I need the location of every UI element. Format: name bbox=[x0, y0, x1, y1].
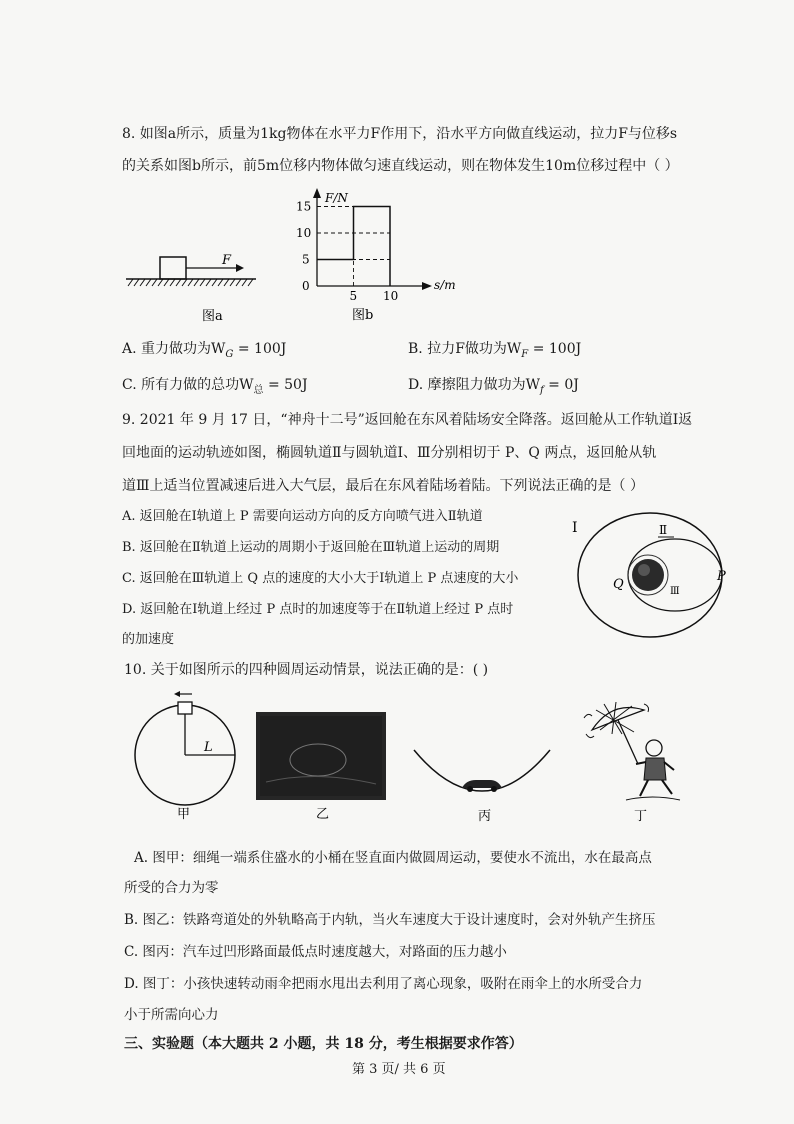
fig-b-caption: 图b bbox=[352, 308, 374, 323]
q10-figure-ding bbox=[582, 700, 692, 822]
label-jia: 甲 bbox=[177, 807, 191, 822]
x-tick-label: 10 bbox=[383, 289, 399, 303]
block bbox=[160, 257, 186, 279]
y-tick-label: 15 bbox=[296, 199, 312, 214]
q9-option-b: B. 返回舱在Ⅱ轨道上运动的周期小于返回舱在Ⅲ轨道上运动的周期 bbox=[122, 540, 500, 555]
q10-option-d-line2: 小于所需向心力 bbox=[124, 1007, 219, 1023]
label-I: Ⅰ bbox=[572, 520, 578, 536]
label-Q: Q bbox=[613, 577, 624, 592]
q10-figure-bing bbox=[410, 748, 560, 823]
q8-figure-b-chart bbox=[292, 186, 462, 326]
x-axis-label: s/m bbox=[434, 278, 456, 292]
y-tick-label: 10 bbox=[296, 226, 312, 240]
earth bbox=[632, 559, 664, 591]
fig-a-caption: 图a bbox=[202, 309, 223, 324]
page-footer: 第 3 页/ 共 6 页 bbox=[352, 1062, 446, 1077]
child-body bbox=[644, 758, 666, 780]
bucket-icon bbox=[178, 702, 192, 714]
q9-option-d-line1: D. 返回舱在Ⅰ轨道上经过 P 点时的加速度等于在Ⅱ轨道上经过 P 点时 bbox=[122, 602, 514, 617]
q8-stem-line2: 的关系如图b所示，前5m位移内物体做匀速直线运动，则在物体发生10m位移过程中（ ） bbox=[122, 158, 679, 174]
length-label: L bbox=[204, 740, 213, 755]
q10-option-c: C. 图丙：汽车过凹形路面最低点时速度越大，对路面的压力越小 bbox=[124, 944, 507, 960]
label-ding: 丁 bbox=[634, 809, 648, 824]
x-tick-label: 5 bbox=[349, 289, 358, 303]
q9-orbit-figure bbox=[566, 512, 736, 642]
label-yi: 乙 bbox=[316, 807, 330, 822]
y-tick-label: 0 bbox=[302, 279, 310, 293]
q8-option-d: D. 摩擦阻力做功为$W_f = 0J$ bbox=[408, 377, 579, 396]
q8-option-c: C. 所有力做的总功$W_总 = 50J$ bbox=[122, 377, 308, 396]
q10-stem: 10. 关于如图所示的四种圆周运动情景，说法正确的是：( ) bbox=[124, 662, 489, 678]
force-label: F bbox=[222, 253, 232, 268]
q10-option-b: B. 图乙：铁路弯道处的外轨略高于内轨，当火车速度大于设计速度时，会对外轨产生挤压 bbox=[124, 912, 656, 928]
q9-stem-line1: 9. 2021 年 9 月 17 日，“神舟十二号”返回舱在东风着陆场安全降落。返回舱从工作轨道Ⅰ返 bbox=[122, 412, 693, 428]
q8-figure-a bbox=[124, 240, 264, 330]
q9-option-c: C. 返回舱在Ⅲ轨道上 Q 点的速度的大小大于Ⅰ轨道上 P 点速度的大小 bbox=[122, 571, 519, 586]
label-II: Ⅱ bbox=[659, 523, 668, 537]
child-head bbox=[646, 740, 662, 756]
q10-option-a-line2: 所受的合力为零 bbox=[124, 880, 219, 896]
q10-option-d-line1: D. 图丁：小孩快速转动雨伞把雨水甩出去利用了离心现象，吸附在雨伞上的水所受合力 bbox=[124, 976, 643, 992]
q10-figure-yi bbox=[256, 712, 386, 822]
y-tick-label: 5 bbox=[302, 252, 310, 267]
y-axis-label: F/N bbox=[325, 191, 348, 205]
q8-option-b: B. 拉力F做功为$W_F = 100J$ bbox=[408, 341, 582, 360]
label-bing: 丙 bbox=[478, 809, 492, 824]
label-P: P bbox=[717, 569, 726, 584]
q9-option-d-line2: 的加速度 bbox=[122, 632, 175, 647]
force-series-line bbox=[317, 207, 390, 287]
label-III: Ⅲ bbox=[670, 586, 680, 597]
q9-stem-line2: 回地面的运动轨迹如图，椭圆轨道Ⅱ与圆轨道Ⅰ、Ⅲ分别相切于 P、Q 两点，返回舱从轨 bbox=[122, 445, 657, 461]
q10-option-a-line1: A. 图甲：细绳一端系住盛水的小桶在竖直面内做圆周运动，要使水不流出，水在最高点 bbox=[134, 850, 652, 866]
q9-option-a: A. 返回舱在Ⅰ轨道上 P 需要向运动方向的反方向喷气进入Ⅱ轨道 bbox=[122, 509, 483, 524]
q9-stem-line3: 道Ⅲ上适当位置减速后进入大气层，最后在东风着陆场着陆。下列说法正确的是（ ） bbox=[122, 478, 644, 494]
q8-stem-line1: 8. 如图a所示，质量为1kg物体在水平力F作用下，沿水平方向做直线运动，拉力F与位移s bbox=[122, 126, 678, 142]
section-3-heading: 三、实验题（本大题共 2 小题，共 18 分，考生根据要求作答） bbox=[124, 1036, 523, 1052]
q10-figure-jia bbox=[130, 690, 245, 820]
q8-option-a: A. 重力做功为$W_G = 100J$ bbox=[122, 341, 287, 360]
